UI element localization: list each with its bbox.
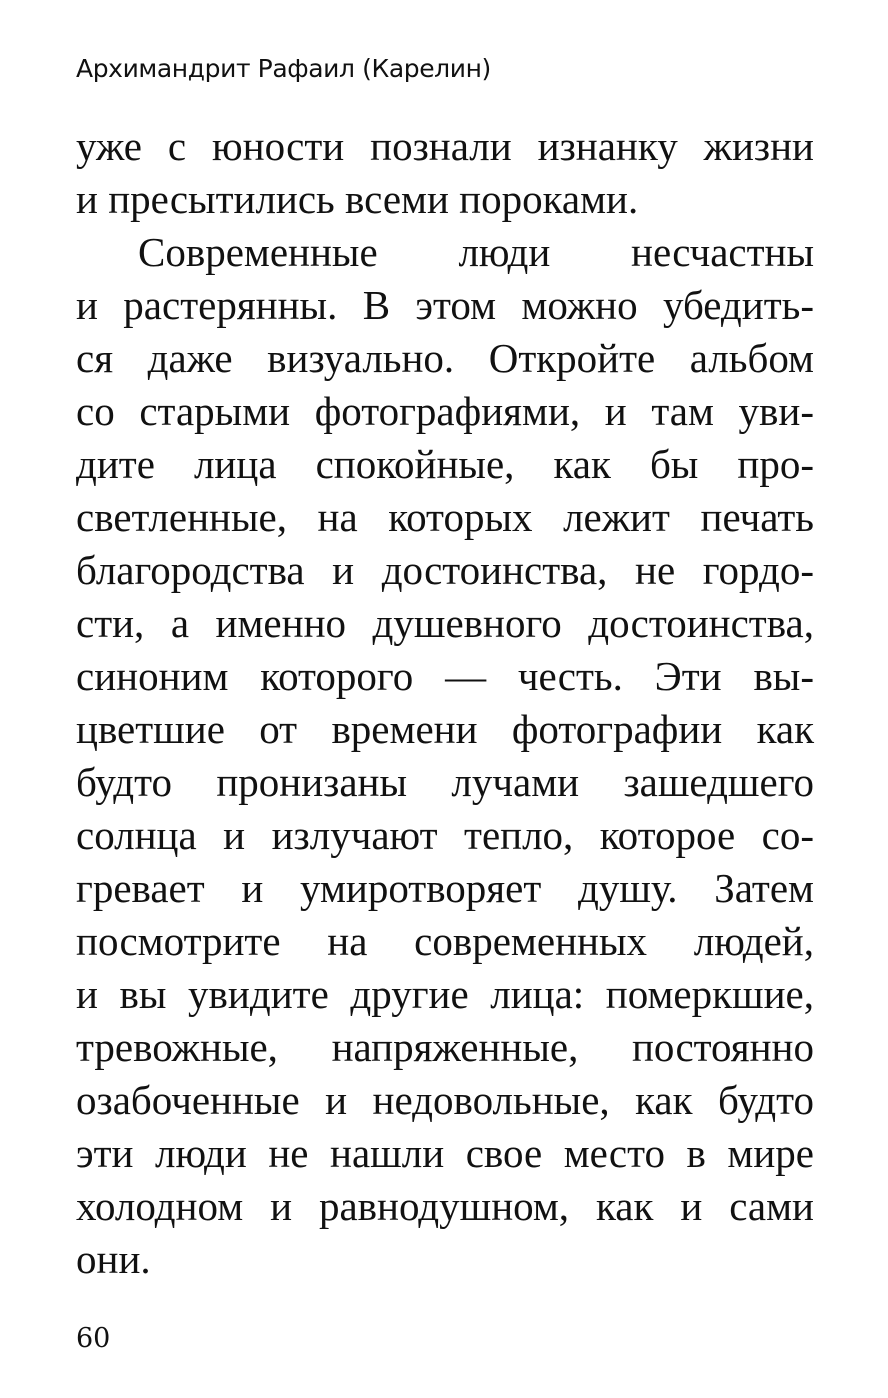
page-number: 60 <box>76 1323 111 1354</box>
text-line: гревает и умиротворяет душу. Затем <box>76 865 814 911</box>
text-line: и вы увидите другие лица: померкшие, <box>76 971 814 1017</box>
text-line: цветшие от времени фотографии как <box>76 706 814 752</box>
text-line: сти, а именно душевного достоинства, <box>76 600 814 646</box>
text-line: и растерянны. В этом можно убедить- <box>76 282 814 328</box>
text-line: они. <box>76 1236 151 1282</box>
text-line: озабоченные и недовольные, как будто <box>76 1077 814 1123</box>
text-line: будто пронизаны лучами зашедшего <box>76 759 814 805</box>
text-line: посмотрите на современных людей, <box>76 918 814 964</box>
text-line: уже с юности познали изнанку жизни <box>76 123 814 169</box>
running-head: Архимандрит Рафаил (Карелин) <box>76 54 491 83</box>
text-line: светленные, на которых лежит печать <box>76 494 814 540</box>
text-line: со старыми фотографиями, и там уви- <box>76 388 814 434</box>
text-line: тревожные, напряженные, постоянно <box>76 1024 814 1070</box>
text-line: синоним которого — честь. Эти вы- <box>76 653 814 699</box>
text-line: благородства и достоинства, не гордо- <box>76 547 814 593</box>
text-line: дите лица спокойные, как бы про- <box>76 441 814 487</box>
text-line: ся даже визуально. Откройте альбом <box>76 335 814 381</box>
text-line: холодном и равнодушном, как и сами <box>76 1183 814 1229</box>
text-line: солнца и излучают тепло, которое со- <box>76 812 814 858</box>
text-line: Современные люди несчастны <box>138 229 814 275</box>
text-line: и пресытились всеми пороками. <box>76 176 639 222</box>
text-line: эти люди не нашли свое место в мире <box>76 1130 814 1176</box>
body-text <box>76 120 814 1286</box>
